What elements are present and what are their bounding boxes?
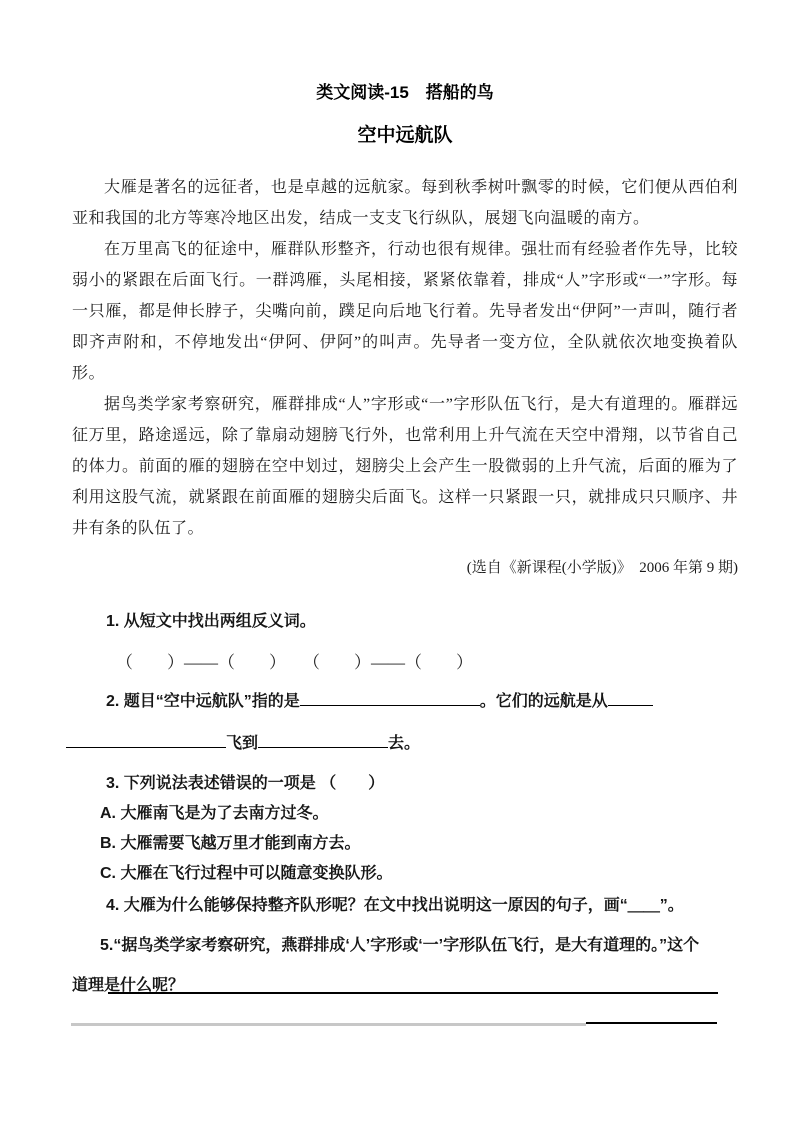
passage-paragraph-1: 大雁是著名的远征者，也是卓越的远航家。每到秋季树叶飘零的时候，它们便从西伯利亚和我国的北方等寒冷地区出发，结成一支支飞行纵队，展翅飞向温暖的南方。	[72, 179, 738, 227]
question-2	[72, 687, 738, 717]
question-2-line2	[66, 729, 738, 759]
question-5-line1: 5.“据鸟类学家考察研究，燕群排成‘人’字形或‘一’字形队伍飞行，是大有道理的。”这个	[100, 937, 700, 954]
question-4: 4. 大雁为什么能够保持整齐队形呢？在文中找出说明这一原因的句子，画“＿＿”。	[106, 897, 684, 914]
question-1: 1. 从短文中找出两组反义词。	[106, 613, 316, 630]
question-2-line2-suffix: 去。	[388, 735, 421, 752]
next-page-answer-line	[586, 1022, 717, 1024]
question-2-prefix: 2. 题目“空中远航队”指的是	[106, 693, 300, 710]
page-break-divider	[71, 1023, 586, 1026]
question-3-option-b: B. 大雁需要飞越万里才能到南方去。	[100, 835, 361, 852]
passage-source: (选自《新课程(小学版)》 2006 年第 9 期)	[466, 560, 738, 576]
question-3-option-c: C. 大雁在飞行过程中可以随意变换队形。	[100, 865, 393, 882]
question-2-line2-mid: 飞到	[226, 735, 259, 752]
questions-section	[72, 607, 738, 1001]
reading-passage	[72, 172, 738, 584]
answer-blank	[258, 731, 388, 748]
passage-paragraph-3: 据鸟类学家考察研究，雁群排成“人”字形或“一”字形队伍飞行，是大有道理的。雁群远征万里，路途遥远，除了靠扇动翅膀飞行外，也常利用上升气流在天空中滑翔，以节省自己的体力。前面的雁的翅膀在空中划过，翅膀尖上会产生一股微弱的上升气流，后面的雁为了利用这股气流，就紧跟在前面雁的翅膀尖后面飞。这样一只紧跟一只，就排成只只顺序、井井有条的队伍了。	[72, 396, 738, 537]
question-3: 3. 下列说法表述错误的一项是 （ ）	[106, 775, 385, 792]
doc-subtitle: 空中远航队	[357, 125, 453, 146]
question-5-answer-line	[108, 992, 718, 994]
answer-blank	[608, 689, 653, 706]
doc-title: 类文阅读-15 搭船的鸟	[316, 83, 494, 102]
answer-blank	[66, 731, 226, 748]
passage-paragraph-2: 在万里高飞的征途中，雁群队形整齐，行动也很有规律。强壮而有经验者作先导，比较弱小的紧跟在后面飞行。一群鸿雁，头尾相接，紧紧依靠着，排成“人”字形或“一”字形。每一只雁，都是伸长脖子，尖嘴向前，蹼足向后地飞行着。先导者发出“伊阿”一声叫，随行者即齐声附和，不停地发出“伊阿、伊阿”的叫声。先导者一变方位，全队就依次地变换着队形。	[72, 241, 738, 382]
answer-blank	[300, 689, 480, 706]
page-content	[0, 82, 793, 1001]
question-5-line2: 道理是什么呢？	[72, 977, 185, 994]
question-1-answer-blanks: （ ）——（ ） （ ）——（ ）	[116, 653, 473, 672]
question-3-option-a: A. 大雁南飞是为了去南方过冬。	[100, 805, 329, 822]
question-2-mid: 。它们的远航是从	[479, 693, 608, 710]
